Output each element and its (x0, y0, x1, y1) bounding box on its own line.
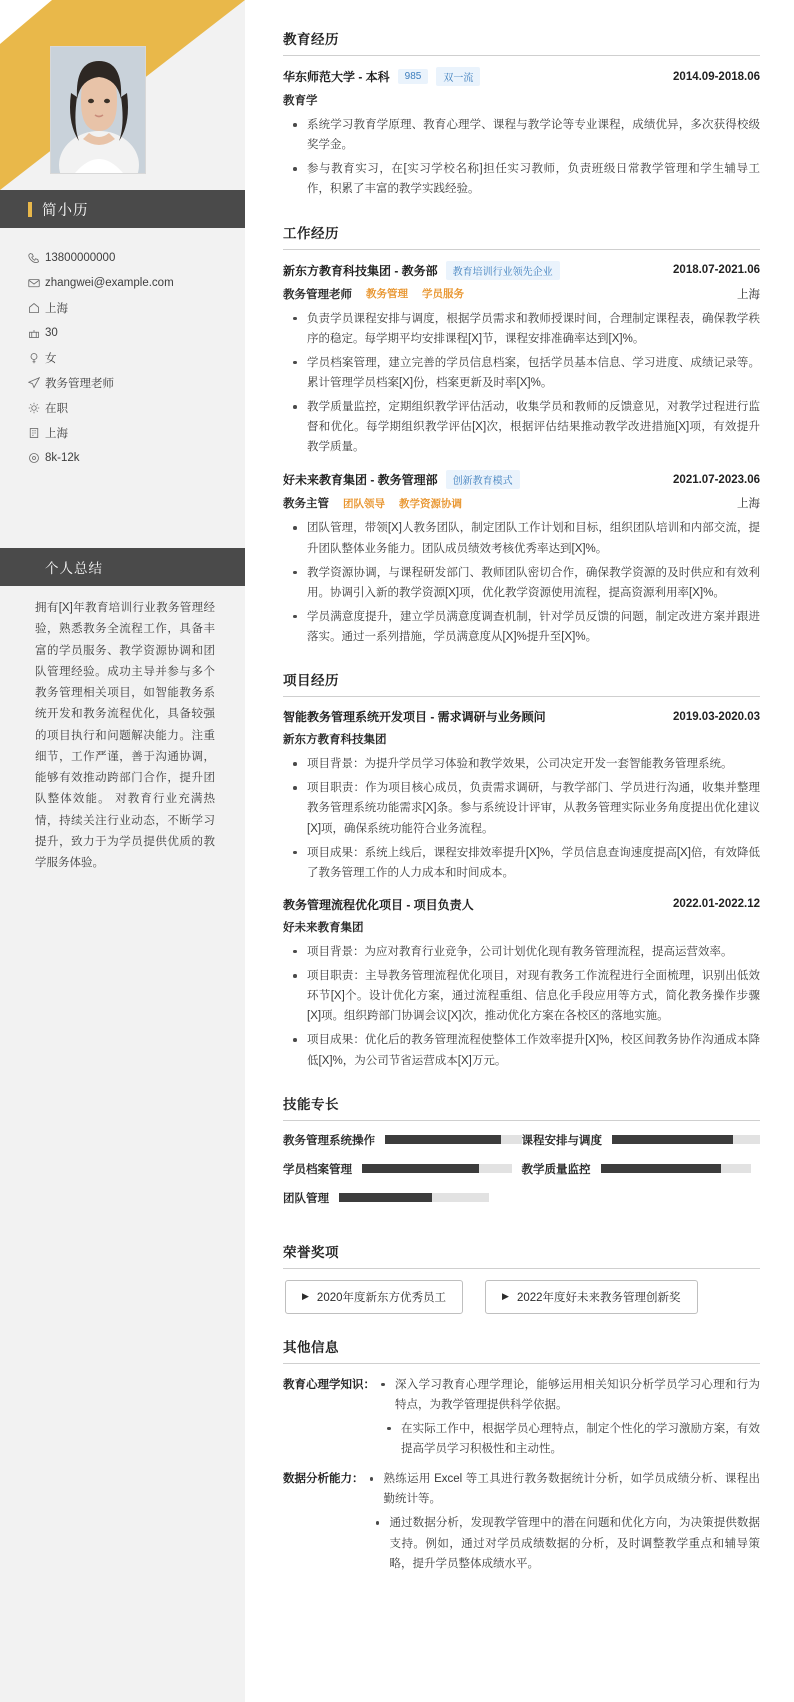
work-entry-sub (283, 286, 760, 302)
home-icon (28, 302, 45, 314)
contact-age-value: 30 (45, 326, 58, 339)
education-major: 教育学 (283, 95, 318, 107)
skill-bar-fill (612, 1135, 733, 1144)
work-location: 上海 (737, 498, 760, 511)
skill-item (283, 1190, 522, 1206)
skill-item (522, 1132, 761, 1148)
section-projects (283, 669, 760, 1071)
mail-icon (28, 277, 45, 289)
phone-icon (28, 252, 45, 264)
skill-label: 团队管理 (283, 1192, 329, 1205)
section-title-skills: 技能专长 (283, 1093, 760, 1121)
project-entry-head (283, 708, 760, 725)
skill-item (283, 1132, 522, 1148)
work-bullets (287, 309, 760, 458)
list-item: 负责学员课程安排与调度，根据学员需求和教师授课时间，合理制定课程表，确保教学秩序的稳定。每学期平均安排课程[X]节，课程安排准确率达到[X]%。 (287, 309, 760, 349)
work-date: 2018.07-2021.06 (673, 264, 760, 276)
list-item: 项目成果：优化后的教务管理流程使整体工作效率提升[X]%，校区间教务协作沟通成本降低[X]%，为公司节省运营成本[X]万元。 (287, 1030, 760, 1070)
list-item: 学员满意度提升，建立学员满意度调查机制，针对学员反馈的问题，制定改进方案并跟进落实。通过一系列措施，学员满意度从[X]%提升至[X]%。 (287, 607, 760, 647)
contact-salary (28, 445, 228, 470)
other-bullets (370, 1513, 761, 1573)
skill-bar (362, 1164, 512, 1173)
sidebar (0, 0, 245, 1702)
project-entry (283, 896, 760, 1071)
work-tag: 创新教育模式 (446, 470, 520, 489)
education-bullets (287, 115, 760, 200)
other-bullets (381, 1419, 760, 1459)
work-entry (283, 261, 760, 458)
contact-position-value: 教务管理老师 (45, 377, 114, 390)
education-date: 2014.09-2018.06 (673, 70, 760, 83)
project-bullets (287, 942, 760, 1071)
work-skill-tag: 教务管理 (366, 288, 408, 300)
work-bullets (287, 518, 760, 647)
section-title-awards: 荣誉奖项 (283, 1241, 760, 1269)
skill-bar-fill (601, 1164, 721, 1173)
other-row (283, 1375, 760, 1464)
project-org: 新东方教育科技集团 (283, 734, 387, 747)
contact-position (28, 370, 228, 395)
gender-icon (28, 352, 45, 364)
avatar (50, 46, 146, 174)
contact-city-value: 上海 (45, 302, 68, 315)
list-item: 项目背景：为应对教育行业竞争，公司计划优化现有教务管理流程，提高运营效率。 (287, 942, 760, 962)
education-entry-head (283, 67, 760, 86)
education-entry (283, 67, 760, 200)
contact-gender (28, 345, 228, 370)
list-item: 项目背景：为提升学员学习体验和教学效果，公司决定开发一套智能教务管理系统。 (287, 754, 760, 774)
project-name: 教务管理流程优化项目 - 项目负责人 (283, 897, 474, 912)
section-title-projects: 项目经历 (283, 669, 760, 697)
contact-phone (28, 245, 228, 270)
list-item: 项目职责：主导教务管理流程优化项目，对现有教务工作流程进行全面梳理，识别出低效环节[X]个。设计优化方案，通过流程重组、信息化手段应用等方式，简化教务操作步骤[X]项。组织跨部门协调会议[X]次，推动优化方案在各校区的落地实施。 (287, 966, 760, 1026)
project-name: 智能教务管理系统开发项目 - 需求调研与业务顾问 (283, 710, 546, 725)
send-icon (28, 377, 45, 389)
work-entry-sub (283, 495, 760, 511)
work-tag: 教育培训行业领先企业 (446, 261, 560, 280)
skill-bar (385, 1135, 522, 1144)
contact-salary-value: 8k-12k (45, 451, 80, 464)
summary-title-bar (0, 548, 245, 586)
list-item: 教学资源协调，与课程研发部门、教师团队密切合作，确保教学资源的及时供应和有效利用。协调引入新的教学资源[X]项，优化教学资源使用流程，提高资源利用率[X]%。 (287, 563, 760, 603)
building-icon (28, 427, 45, 439)
project-date: 2019.03-2020.03 (673, 710, 760, 723)
skill-item (283, 1161, 522, 1177)
cake-icon (28, 327, 45, 339)
education-tag-double-first: 双一流 (436, 67, 480, 86)
list-item: 通过数据分析，发现教学管理中的潜在问题和优化方向，为决策提供数据支持。例如，通过对学员成绩数据的分析，及时调整教学重点和辅导策略，提升学员整体成绩水平。 (370, 1513, 761, 1573)
contact-city (28, 295, 228, 320)
skill-grid (283, 1132, 760, 1219)
list-item: 参与教育实习，在[实习学校名称]担任实习教师，负责班级日常教学管理和学生辅导工作，积累了丰富的教学实践经验。 (287, 159, 760, 199)
work-location: 上海 (737, 288, 760, 301)
award-badge (485, 1280, 698, 1314)
award-label: 2020年度新东方优秀员工 (316, 1291, 447, 1304)
work-entry-head (283, 261, 760, 280)
status-icon (28, 402, 45, 414)
project-bullets (287, 754, 760, 883)
skill-bar-fill (385, 1135, 501, 1144)
list-item: 团队管理，带领[X]人教务团队，制定团队工作计划和目标，组织团队培训和内部交流，提升团队整体业务能力。团队成员绩效考核优秀率达到[X]%。 (287, 518, 760, 558)
contact-age (28, 320, 228, 345)
work-date: 2021.07-2023.06 (673, 473, 760, 486)
work-company: 好未来教育集团 - 教务管理部 (283, 473, 438, 488)
work-skill-tag: 学员服务 (422, 288, 464, 300)
contact-gender-value: 女 (45, 352, 57, 365)
section-education (283, 28, 760, 200)
other-label: 教育心理学知识： (283, 1378, 375, 1391)
section-other (283, 1336, 760, 1578)
other-label: 数据分析能力： (283, 1473, 364, 1486)
project-entry-head (283, 896, 760, 913)
work-entry-head (283, 470, 760, 489)
work-role: 教务主管 (283, 498, 329, 511)
work-skill-tag: 教学资源协调 (399, 497, 462, 510)
list-item: 在实际工作中，根据学员心理特点，制定个性化的学习激励方案，有效提高学员学习积极性和主动性。 (381, 1419, 760, 1459)
section-title-education: 教育经历 (283, 28, 760, 56)
skill-item (522, 1161, 761, 1177)
list-item: 项目成果：系统上线后，课程安排效率提升[X]%，学员信息查询速度提高[X]倍，有效降低了教务管理工作的人力成本和时间成本。 (287, 843, 760, 883)
contact-email (28, 270, 228, 295)
other-body (375, 1375, 760, 1464)
section-title-other: 其他信息 (283, 1336, 760, 1364)
contact-status-value: 在职 (45, 402, 68, 415)
work-entry (283, 470, 760, 647)
skill-bar-fill (362, 1164, 479, 1173)
list-item: 项目职责：作为项目核心成员，负责需求调研，与教学部门、学员进行沟通，收集并整理教务管理系统功能需求[X]条。参与系统设计评审，从教务管理实际业务角度提出优化建议[X]项，确保系统功能符合业务流程。 (287, 778, 760, 838)
awards-list (283, 1280, 760, 1314)
list-item: 学员档案管理，建立完善的学员信息档案，包括学员基本信息、学习进度、成绩记录等。累计管理学员档案[X]份，档案更新及时率[X]%。 (287, 353, 760, 393)
list-item: 系统学习教育学原理、教育心理学、课程与教学论等专业课程，成绩优异，多次获得校级奖学金。 (287, 115, 760, 155)
award-badge (285, 1280, 463, 1314)
main-content (245, 0, 794, 1702)
work-role: 教务管理老师 (283, 288, 352, 301)
summary-title: 个人总结 (45, 561, 103, 576)
skill-bar (339, 1193, 489, 1202)
skill-bar (601, 1164, 751, 1173)
skill-label: 课程安排与调度 (521, 1134, 602, 1147)
summary-text: 拥有[X]年教育培训行业教务管理经验，熟悉教务全流程工作，具备丰富的学员服务、教学资源协调和团队管理经验。成功主导并参与多个教务管理相关项目，如智能教务系统开发和教务流程优化，具备较强的项目执行和问题解决能力。注重细节，工作严谨，善于沟通协调，能够有效推动跨部门合作，提升团队整体效能。 对教育行业充满热情，持续关注行业动态，不断学习提升，致力于为学员提供优质的教学服务体验。 (35, 602, 215, 870)
list-item: 教学质量监控，定期组织教学评估活动，收集学员和教师的反馈意见，对教学过程进行监督和优化。每学期组织教学评估[X]次，根据评估结果推动教学改进措施[X]项，有效提升教学质量。 (287, 397, 760, 457)
contact-workplace-value: 上海 (45, 427, 68, 440)
section-title-work: 工作经历 (283, 222, 760, 250)
name-bar (0, 190, 245, 228)
other-row (283, 1469, 760, 1578)
contact-list (28, 245, 228, 470)
skill-label: 学员档案管理 (283, 1163, 352, 1176)
skill-bar-fill (339, 1193, 432, 1202)
skill-bar (612, 1135, 760, 1144)
other-first-bullet: 深入学习教育心理学理论，能够运用相关知识分析学员学习心理和行为特点，为教学管理提供科学依据。 (375, 1375, 760, 1415)
project-entry (283, 708, 760, 883)
work-skill-tag: 团队领导 (343, 497, 385, 510)
other-first-bullet: 熟练运用 Excel 等工具进行教务数据统计分析，如学员成绩分析、课程出勤统计等。 (364, 1469, 761, 1509)
section-awards (283, 1241, 760, 1314)
award-label: 2022年度好未来教务管理创新奖 (516, 1291, 681, 1304)
project-date: 2022.01-2022.12 (673, 898, 760, 911)
contact-phone-value: 13800000000 (45, 251, 116, 264)
skill-label: 教务管理系统操作 (283, 1134, 375, 1147)
triangle-icon: ▶ (502, 1291, 509, 1302)
project-org: 好未来教育集团 (283, 921, 364, 934)
other-body (364, 1469, 761, 1578)
candidate-name: 简小历 (42, 202, 89, 219)
contact-status (28, 395, 228, 420)
contact-email-value: zhangwei@example.com (45, 276, 174, 289)
section-work (283, 222, 760, 648)
contact-workplace (28, 420, 228, 445)
work-company: 新东方教育科技集团 - 教务部 (283, 263, 438, 278)
section-skills (283, 1093, 760, 1219)
triangle-icon: ▶ (302, 1291, 309, 1302)
education-tag-985: 985 (398, 69, 429, 84)
education-school: 华东师范大学 - 本科 (283, 70, 390, 84)
salary-icon (28, 452, 45, 464)
name-accent (28, 202, 32, 217)
skill-label: 教学质量监控 (521, 1163, 591, 1176)
